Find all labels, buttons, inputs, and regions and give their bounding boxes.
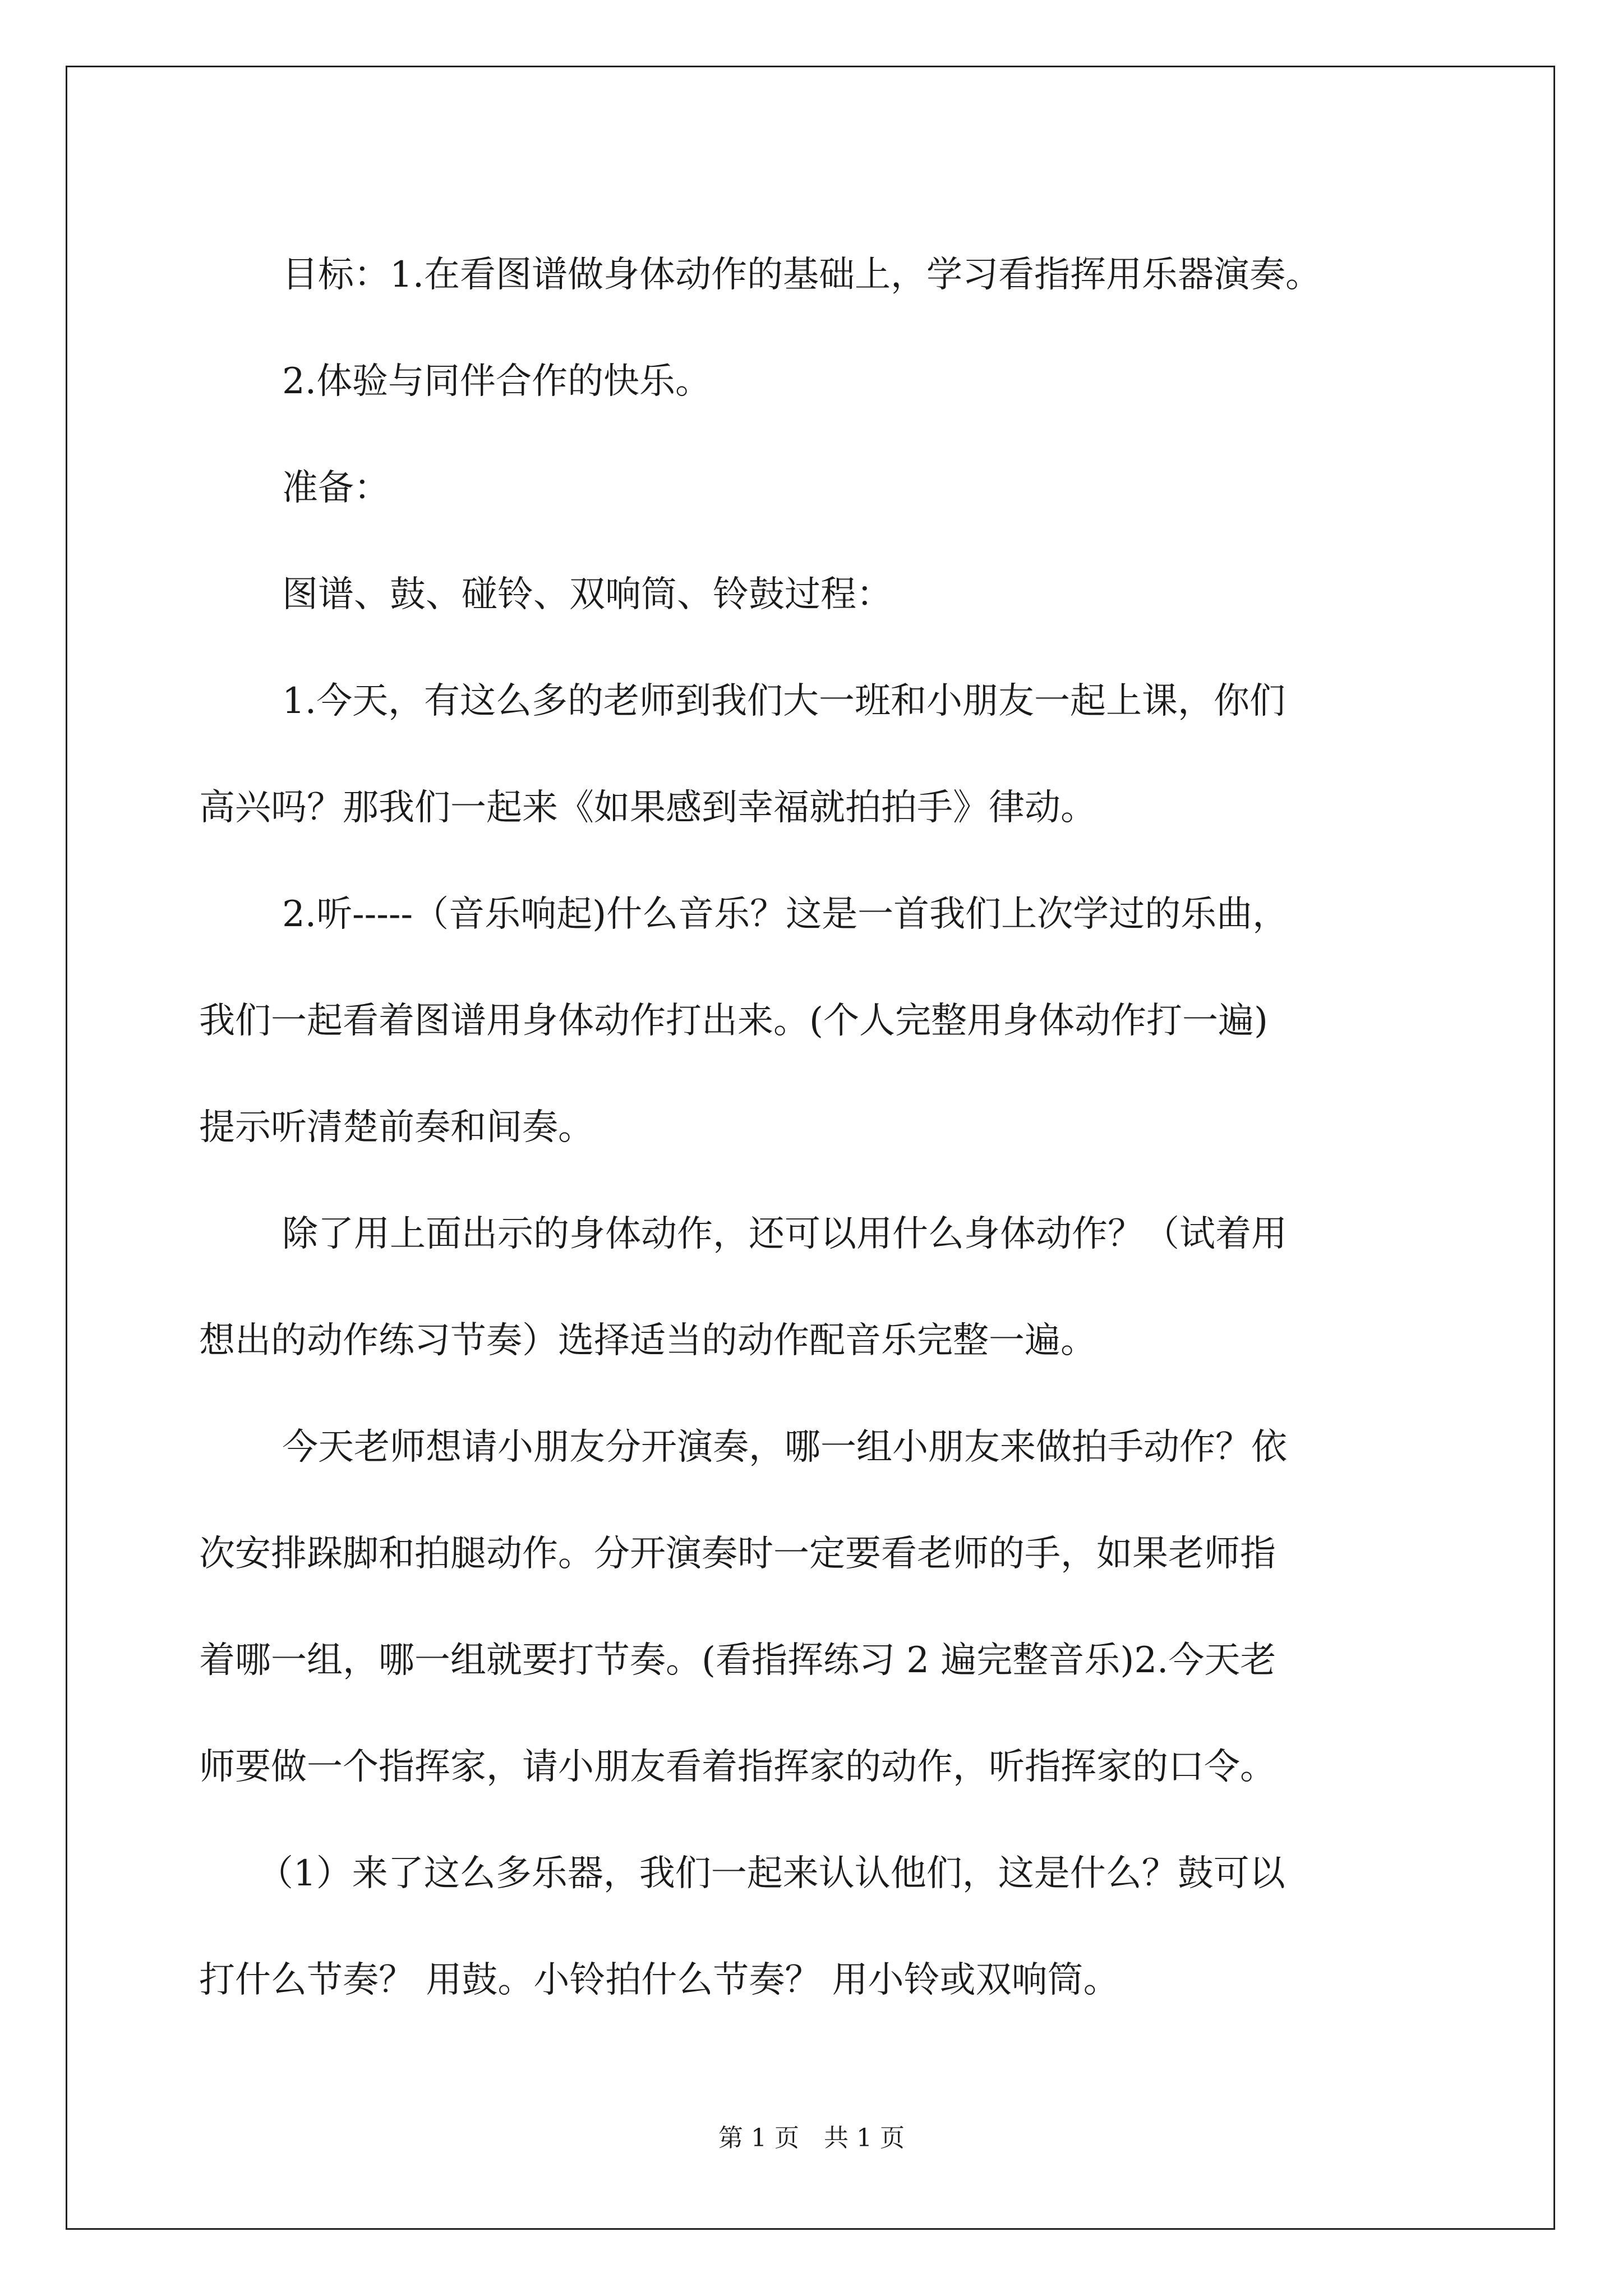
paragraph-line: 准备： — [282, 467, 390, 509]
paragraph-line: 高兴吗？那我们一起来《如果感到幸福就拍拍手》律动。 — [199, 787, 1096, 829]
document-body — [199, 222, 1433, 2033]
paragraph-line: 2.听-----（音乐响起)什么音乐？这是一首我们上次学过的乐曲， — [282, 894, 1289, 935]
paragraph-line: 着哪一组，哪一组就要打节奏。(看指挥练习 2 遍完整音乐)2.今天老 — [199, 1640, 1276, 1681]
paragraph-line: 次安排跺脚和拍腿动作。分开演奏时一定要看老师的手，如果老师指 — [199, 1533, 1276, 1575]
page-footer: 第 1 页 共 1 页 — [718, 2124, 905, 2152]
paragraph-line: 打什么节奏？ 用鼓。小铃拍什么节奏？ 用小铃或双响筒。 — [199, 1959, 1119, 2001]
paragraph-line: 提示听清楚前奏和间奏。 — [199, 1107, 594, 1148]
paragraph-line: 2.体验与同伴合作的快乐。 — [282, 361, 712, 402]
paragraph-line: 想出的动作练习节奏）选择适当的动作配音乐完整一遍。 — [199, 1320, 1096, 1361]
paragraph-line: 1.今天，有这么多的老师到我们大一班和小朋友一起上课，你们 — [282, 680, 1286, 722]
paragraph-line: 除了用上面出示的身体动作，还可以用什么身体动作？（试着用 — [282, 1213, 1287, 1255]
paragraph-line: 图谱、鼓、碰铃、双响筒、铃鼓过程： — [282, 574, 892, 615]
paragraph-line: 目标：1.在看图谱做身体动作的基础上，学习看指挥用乐器演奏。 — [282, 254, 1322, 296]
paragraph-line: 我们一起看着图谱用身体动作打出来。(个人完整用身体动作打一遍) — [199, 1000, 1268, 1042]
paragraph-line: （1）来了这么多乐器，我们一起来认认他们，这是什么？鼓可以 — [257, 1853, 1285, 1894]
paragraph-line: 师要做一个指挥家，请小朋友看着指挥家的动作，听指挥家的口令。 — [199, 1746, 1276, 1788]
paragraph-line: 今天老师想请小朋友分开演奏，哪一组小朋友来做拍手动作？依 — [282, 1427, 1287, 1468]
